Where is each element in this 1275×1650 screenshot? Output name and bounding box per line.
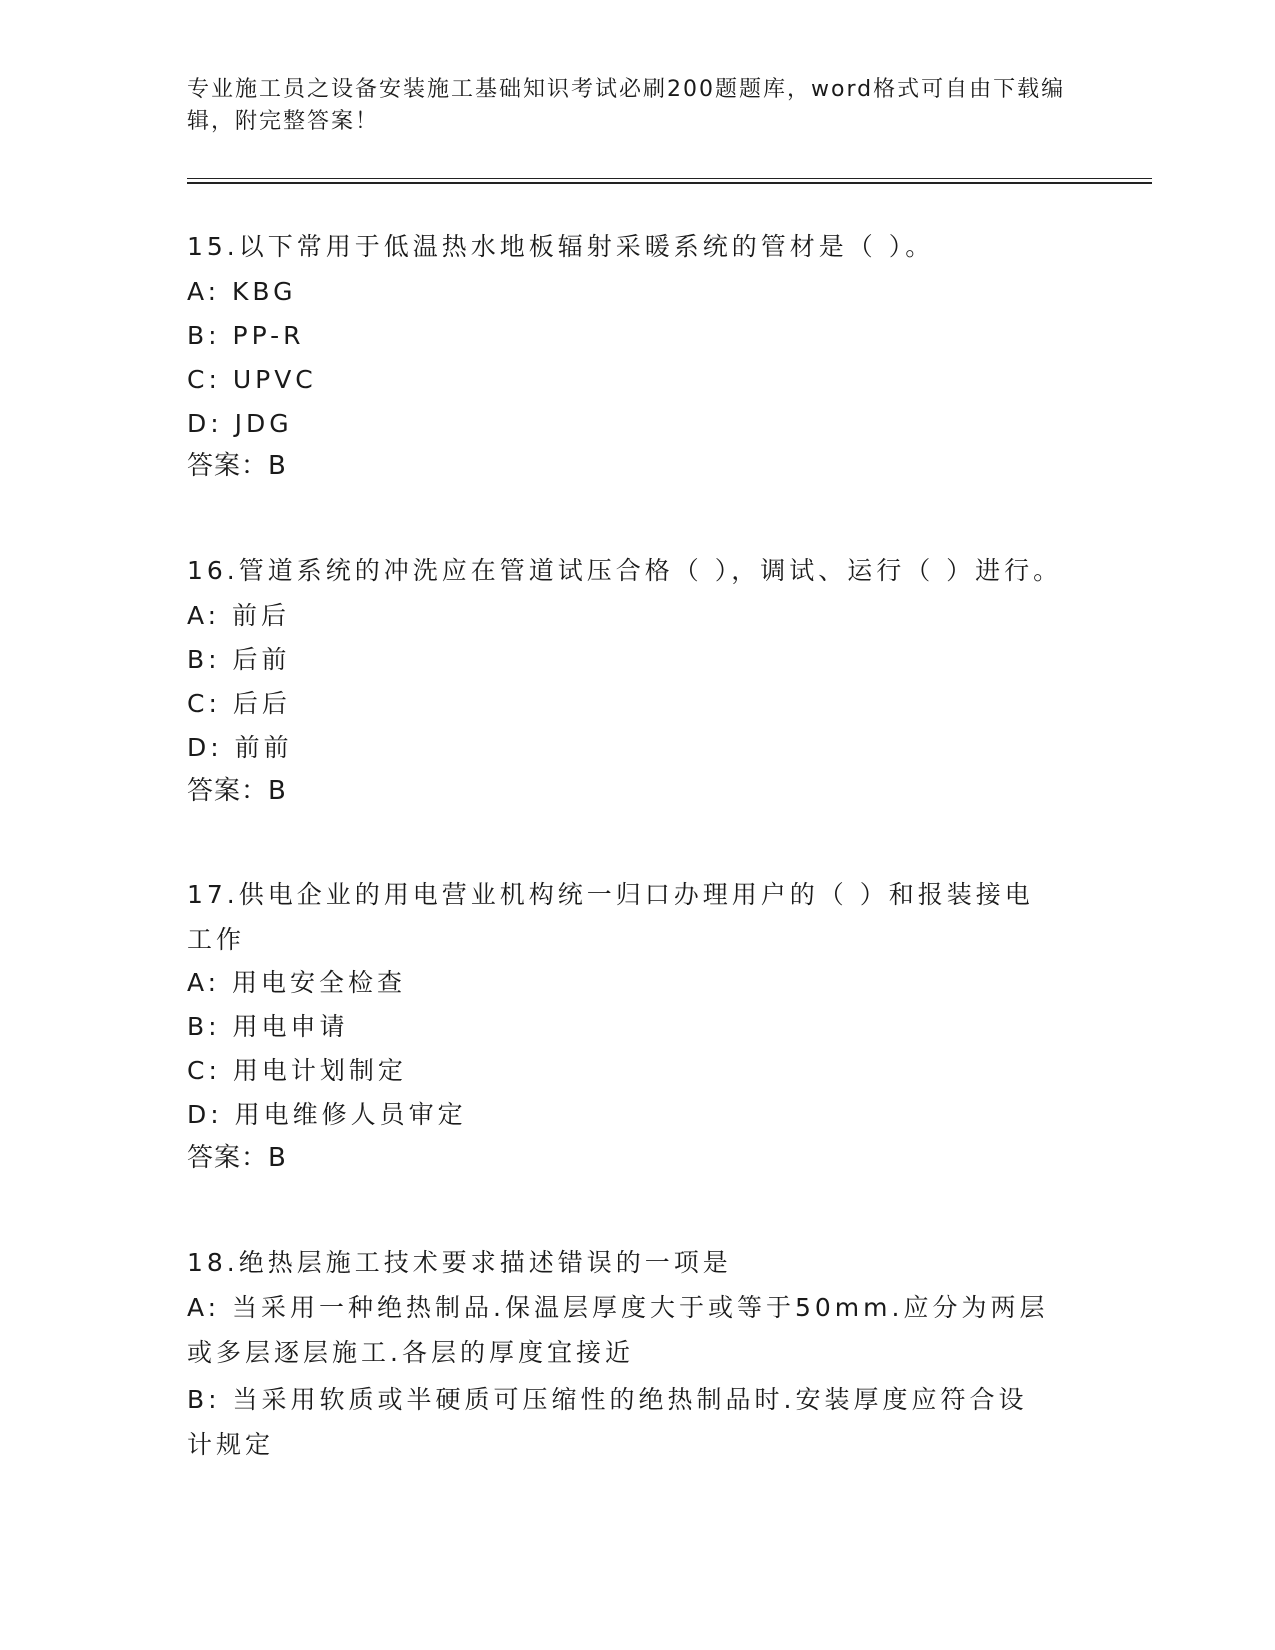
question-15-option-d: D: JDG xyxy=(187,409,293,438)
question-17-answer: 答案：B xyxy=(187,1143,287,1173)
question-16-option-b: B: 后前 xyxy=(187,645,291,674)
question-18-option-b: B: 当采用软质或半硬质可压缩性的绝热制品时.安装厚度应符合设计规定 xyxy=(187,1385,1028,1459)
header-divider-thin xyxy=(187,178,1152,179)
question-15-option-b: B: PP-R xyxy=(187,321,305,350)
question-16-option-d: D: 前前 xyxy=(187,733,293,762)
question-16-option-c: C: 后后 xyxy=(187,689,291,718)
question-15-stem: 15.以下常用于低温热水地板辐射采暖系统的管材是（ ）。 xyxy=(187,232,935,261)
question-18-option-a: A: 当采用一种绝热制品.保温层厚度大于或等于50mm.应分为两层或多层逐层施工.各层的厚度宜接近 xyxy=(187,1293,1049,1367)
question-15-option-c: C: UPVC xyxy=(187,365,317,394)
question-17-option-c: C: 用电计划制定 xyxy=(187,1056,407,1085)
question-17-option-b: B: 用电申请 xyxy=(187,1012,349,1041)
question-16-option-a: A: 前后 xyxy=(187,601,291,630)
question-16-answer: 答案：B xyxy=(187,776,287,806)
question-16-stem: 16.管道系统的冲洗应在管道试压合格（ ），调试、运行（ ）进行。 xyxy=(187,556,1063,585)
question-15-answer: 答案：B xyxy=(187,451,287,481)
header-divider-thick xyxy=(187,182,1152,184)
question-15-option-a: A: KBG xyxy=(187,277,297,306)
question-17-option-a: A: 用电安全检查 xyxy=(187,968,407,997)
question-17-stem: 17.供电企业的用电营业机构统一归口办理用户的（ ）和报装接电工作 xyxy=(187,880,1034,954)
document-header: 专业施工员之设备安装施工基础知识考试必刷200题题库，word格式可自由下载编辑，附完整答案！ xyxy=(187,77,1066,134)
question-18-stem: 18.绝热层施工技术要求描述错误的一项是 xyxy=(187,1248,732,1277)
question-17-option-d: D: 用电维修人员审定 xyxy=(187,1100,467,1129)
